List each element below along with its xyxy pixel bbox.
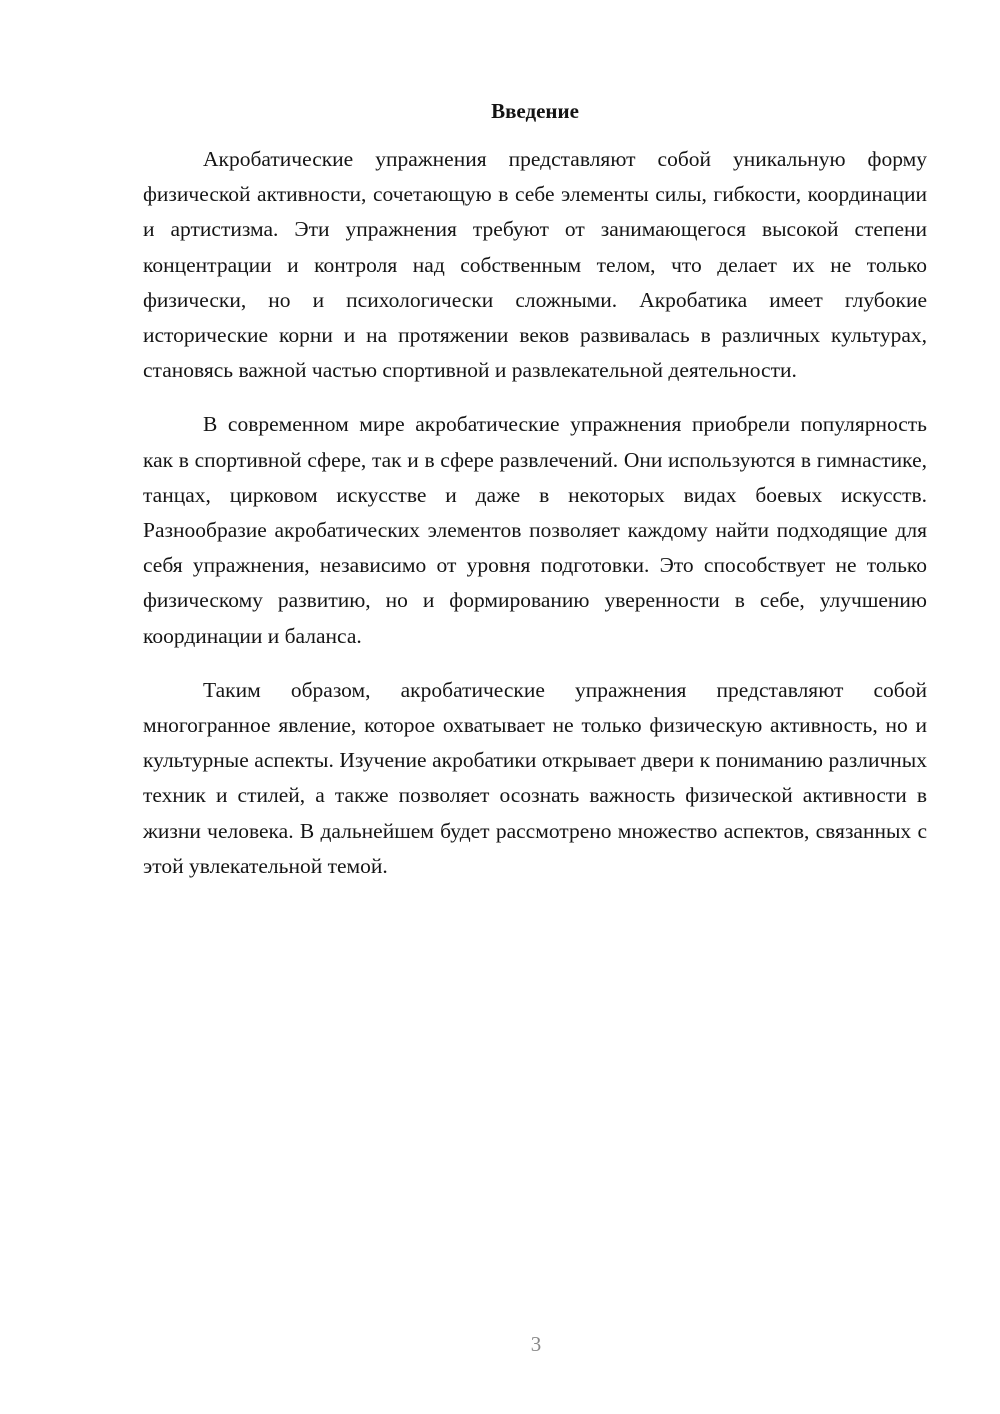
document-title: Введение <box>491 99 579 123</box>
document-body <box>143 95 927 884</box>
page-number: 3 <box>530 1332 542 1356</box>
paragraph-3: Таким образом, акробатические упражнения представляют собой многогранное явление, которое охватывает не только физическую активность, но и культурные аспекты. Изучение акробатики открывает двери к пониманию различных техник и стилей, а также позволяет осознать важность физической активности в жизни человека. В дальнейшем будет рассмотрено множество аспектов, связанных с этой увлекательной темой. <box>143 677 927 878</box>
paragraph-1: Акробатические упражнения представляют собой уникальную форму физической активности, сочетающую в себе элементы силы, гибкости, координации и артистизма. Эти упражнения требуют от занимающегося высокой степени концентрации и контроля над собственным телом, что делает их не только физически, но и психологически сложными. Акробатика имеет глубокие исторические корни и на протяжении веков развивалась в различных культурах, становясь важной частью спортивной и развлекательной деятельности. <box>143 147 927 383</box>
paragraph-2: В современном мире акробатические упражнения приобрели популярность как в спортивной сфере, так и в сфере развлечений. Они используются в гимнастике, танцах, цирковом искусстве и даже в некоторых видах боевых искусств. Разнообразие акробатических элементов позволяет каждому найти подходящие для себя упражнения, независимо от уровня подготовки. Это способствует не только физическому развитию, но и формированию уверенности в себе, улучшению координации и баланса. <box>143 412 927 648</box>
